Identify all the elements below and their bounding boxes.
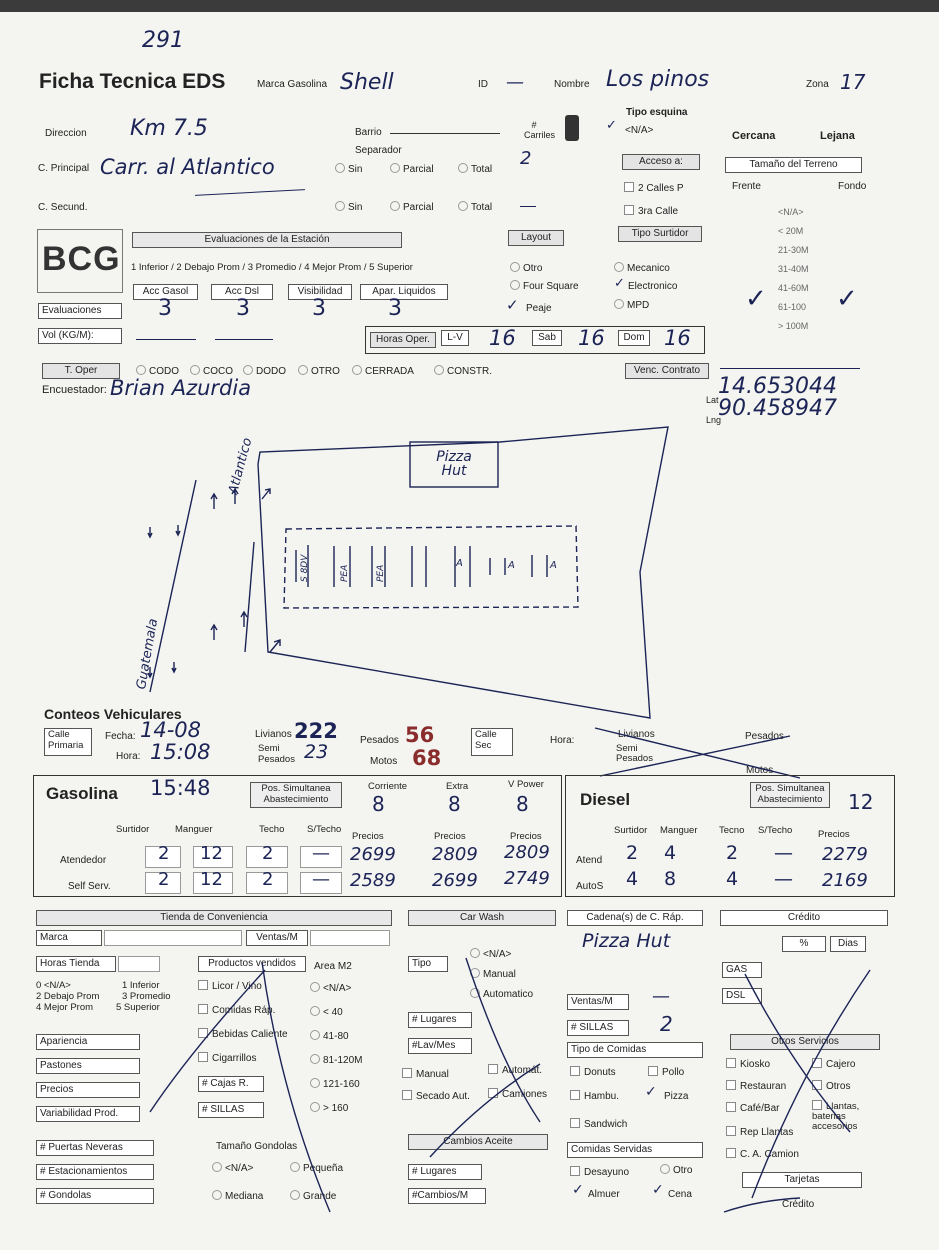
carriles-label: # Carriles	[524, 120, 556, 140]
diesel-autos-stecho: —	[774, 868, 793, 890]
diesel-col-manguer: Manguer	[660, 825, 698, 836]
serv-almuer[interactable]: Almuer	[588, 1189, 620, 1200]
encuestador-label: Encuestador:	[42, 384, 107, 396]
survey-form-page	[0, 12, 939, 1250]
credito-dias: Dias	[830, 936, 866, 952]
livianos-value: 222	[294, 719, 338, 743]
diesel-col-tecno: Tecno	[719, 825, 745, 836]
tienda-sillas-label: # SILLAS	[198, 1102, 264, 1118]
hambu-label: Hambu.	[584, 1091, 620, 1102]
frente-check: ✓	[745, 284, 767, 314]
tienda-marca-label: Marca	[36, 930, 102, 946]
eval-acc-gasol: 3	[158, 296, 172, 321]
terreno-opt-3[interactable]: 31-40M	[778, 264, 809, 274]
calles2-label: 2 Calles P	[638, 183, 684, 194]
gas-precios-3: Precios	[510, 831, 542, 842]
livianos2-label: Livianos	[618, 729, 655, 740]
diesel-atend-stecho: —	[774, 842, 793, 864]
livianos-label: Livianos	[255, 729, 292, 740]
camion-label: C. A. Camion	[740, 1149, 799, 1160]
credito-footer-label: Crédito	[782, 1199, 815, 1210]
form-title: Ficha Tecnica EDS	[39, 70, 226, 93]
terreno-opt-6[interactable]: > 100M	[778, 321, 809, 331]
principal-label: C. Principal	[38, 163, 90, 174]
calle-sec-label: Calle Sec	[471, 728, 513, 756]
rating-precios: Precios	[36, 1082, 140, 1098]
tienda-scale-1: 1 Inferior	[122, 980, 160, 991]
lv-label: L-V	[441, 330, 469, 346]
tienda-ventas-label: Ventas/M	[246, 930, 308, 946]
extra-value: 8	[448, 792, 461, 816]
area-opt-label: 81-120M	[323, 1055, 363, 1066]
gas-atend-price-2: 2809	[432, 844, 478, 865]
gondolas-label: # Gondolas	[36, 1188, 154, 1204]
tam-opt-label: Grande	[303, 1191, 337, 1202]
area-label: Area M2	[314, 961, 352, 972]
sketch-pizza-hut: Pizza Hut	[436, 449, 472, 479]
cadenas-section: Cadena(s) de C. Ráp.	[567, 910, 703, 926]
total-label: Total	[471, 202, 493, 213]
carwash-section: Car Wash	[408, 910, 556, 926]
terreno-opt-2[interactable]: 21-30M	[778, 245, 809, 255]
eval-visibilidad: 3	[312, 296, 326, 321]
cadenas-value: Pizza Hut	[582, 930, 671, 952]
cigarrillos-label: Cigarrillos	[212, 1053, 257, 1064]
donuts-label: Donuts	[584, 1067, 616, 1078]
cadenas-ventas-label: Ventas/M	[567, 994, 629, 1010]
direccion-value: Km 7.5	[130, 116, 208, 141]
carwash-lav-label: #Lav/Mes	[408, 1038, 472, 1054]
bebidas-label: Bebidas Caliente	[212, 1029, 288, 1040]
secado-label: Secado Aut.	[416, 1091, 470, 1102]
sandwich-label: Sandwich	[584, 1119, 628, 1130]
vpower-label: V Power	[508, 779, 544, 790]
lng-label: Lng	[706, 415, 722, 425]
terreno-title: Tamaño del Terreno	[725, 157, 862, 173]
cadenas-sillas-value: 2	[660, 1012, 673, 1036]
gas-atend-surtidor-value: 2	[158, 843, 170, 864]
gas-self-price-2: 2699	[432, 870, 478, 891]
serv-cena[interactable]: Cena	[668, 1189, 692, 1200]
comidas-servidas-label: Comidas Servidas	[567, 1142, 703, 1158]
venc-contrato-button[interactable]: Venc. Contrato	[625, 363, 709, 379]
rating-variabilidad: Variabilidad Prod.	[36, 1106, 140, 1122]
credito-pct: %	[782, 936, 826, 952]
carwash-opt-label: Manual	[483, 969, 516, 980]
gas-self-price-3: 2749	[504, 868, 550, 889]
evaluaciones-scale: 1 Inferior / 2 Debajo Prom / 3 Promedio / 4 Mejor Prom / 5 Superior	[131, 262, 413, 273]
motos-value: 68	[412, 746, 442, 770]
sab-value: 16	[578, 326, 605, 350]
hora-label: Hora:	[116, 751, 141, 762]
gas-self-price-1: 2589	[350, 870, 396, 891]
otro-label: Otro	[523, 263, 543, 274]
codo-label: CODO	[149, 366, 179, 377]
conteos-title: Conteos Vehiculares	[44, 706, 182, 722]
id-value: —	[506, 72, 524, 93]
gas-self-surtidor-value: 2	[158, 869, 170, 890]
tam-opt-label: Pequeña	[303, 1163, 344, 1174]
eval-acc-dsl: 3	[236, 296, 250, 321]
sketch-guatemala: Guatemala	[134, 617, 162, 691]
dom-value: 16	[664, 326, 691, 350]
parcial-label: Parcial	[403, 164, 434, 175]
four-square-label: Four Square	[523, 281, 579, 292]
terreno-opt-5[interactable]: 61-100	[778, 302, 807, 312]
tipo-surtidor-button[interactable]: Tipo Surtidor	[618, 226, 702, 242]
acceso-button[interactable]: Acceso a:	[622, 154, 700, 170]
sin-label: Sin	[348, 202, 363, 213]
vol-label: Vol (KG/M):	[38, 328, 122, 344]
id-label: ID	[478, 79, 488, 90]
sketch-pump-3: PEA	[376, 564, 386, 582]
semi-value: 23	[304, 741, 329, 763]
vpower-value: 8	[516, 792, 529, 816]
tarjetas-label: Tarjetas	[742, 1172, 862, 1188]
constr-label: CONSTR.	[447, 366, 492, 377]
area-opt-label: <N/A>	[323, 983, 352, 994]
tienda-section: Tienda de Conveniencia	[36, 910, 392, 926]
tienda-scale-4: 4 Mejor Prom	[36, 1002, 94, 1013]
bcg-logo-text: BCG	[42, 240, 121, 278]
tam-opt-label: Mediana	[225, 1191, 264, 1202]
cafe-label: Café/Bar	[740, 1103, 780, 1114]
horas-tienda-label: Horas Tienda	[36, 956, 116, 972]
sketch-pump-4: A	[456, 558, 463, 569]
otro-oper-label: OTRO	[311, 366, 340, 377]
cena-check: ✓	[652, 1182, 664, 1198]
semi-label: Semi Pesados	[258, 743, 295, 765]
comida-pizza[interactable]: Pizza	[664, 1091, 689, 1102]
gas-precios-1: Precios	[352, 831, 384, 842]
acc-gasol-header: Acc Gasol	[133, 284, 198, 300]
gas-atend-price-1: 2699	[350, 844, 396, 865]
pesados2-label: Pesados	[745, 731, 784, 742]
fecha-label: Fecha:	[105, 731, 136, 742]
frente-label: Frente	[732, 181, 761, 192]
nombre-value: Los pinos	[606, 67, 710, 92]
calle3-label: 3ra Calle	[638, 206, 679, 217]
cajero-label: Cajero	[826, 1059, 856, 1070]
semi2-label: Semi Pesados	[616, 743, 653, 764]
diesel-autos-precio: 2169	[822, 870, 868, 891]
area-opt-label: > 160	[323, 1103, 349, 1114]
barrio-label: Barrio	[355, 127, 382, 138]
electronico-check: ✓	[614, 276, 625, 291]
horas-oper-label: Horas Oper.	[370, 332, 436, 348]
llantas-label: Llantas, baterias accesorios	[812, 1101, 860, 1132]
carwash-opt-label: Automatico	[483, 989, 534, 1000]
credito-gas: GAS	[722, 962, 762, 978]
desayuno-label: Desayuno	[584, 1167, 630, 1178]
diesel-pos-value: 12	[848, 790, 874, 814]
diesel-row-atend: Atend	[576, 855, 603, 866]
fecha-value: 14-08	[140, 718, 202, 742]
tienda-scale-3: 3 Promedio	[122, 991, 171, 1002]
restauran-label: Restauran	[740, 1081, 787, 1092]
pesados-label: Pesados	[360, 735, 399, 746]
cadenas-ventas-value: —	[652, 986, 670, 1007]
diesel-autos-surtidor: 4	[626, 868, 639, 890]
cambios-aceite-section: Cambios Aceite	[408, 1134, 548, 1150]
sketch-pump-5: A	[508, 560, 515, 571]
nombre-label: Nombre	[554, 79, 590, 90]
sin-label: Sin	[348, 164, 363, 175]
terreno-opt-4[interactable]: 41-60M	[778, 283, 809, 293]
lat-label: Lat	[706, 395, 719, 405]
pesados-value: 56	[405, 723, 435, 747]
lng-value: 90.458947	[718, 396, 837, 421]
electronico-option[interactable]: Electronico	[628, 281, 678, 292]
gas-precios-2: Precios	[434, 831, 466, 842]
t-oper-button[interactable]: T. Oper	[42, 363, 120, 379]
cercana-label: Cercana	[732, 130, 776, 142]
gasolina-title: Gasolina	[46, 784, 118, 803]
gas-col-stecho: S/Techo	[307, 824, 342, 835]
automat-label: Automát.	[502, 1065, 543, 1076]
evaluaciones-section: Evaluaciones de la Estación	[132, 232, 402, 248]
licor-label: Licor / Vino	[212, 981, 262, 992]
hora-value: 15:08	[150, 740, 211, 764]
diesel-atend-precio: 2279	[822, 844, 868, 865]
credito-dsl: DSL	[722, 988, 762, 1004]
tam-opt-label: <N/A>	[225, 1163, 254, 1174]
tienda-scale-2: 2 Debajo Prom	[36, 991, 100, 1002]
cajas-label: # Cajas R.	[198, 1076, 264, 1092]
mpd-label: MPD	[627, 300, 650, 311]
diesel-atend-manguer: 4	[664, 842, 677, 864]
diesel-autos-tecno: 4	[726, 868, 739, 890]
diesel-col-precios: Precios	[818, 829, 850, 840]
area-opt-label: < 40	[323, 1007, 343, 1018]
hora2-label: Hora:	[550, 735, 575, 746]
otro-serv-label: Otro	[673, 1165, 693, 1176]
cerrada-label: CERRADA	[365, 366, 414, 377]
corriente-label: Corriente	[368, 781, 408, 792]
total-label: Total	[471, 164, 493, 175]
credito-section: Crédito	[720, 910, 888, 926]
area-opt-label: 41-80	[323, 1031, 349, 1042]
esquina-check: ✓	[606, 118, 617, 133]
motos-label: Motos	[370, 756, 398, 767]
corriente-value: 8	[372, 792, 385, 816]
mecanico-label: Mecanico	[627, 263, 670, 274]
motos2-label: Motos	[746, 765, 774, 776]
carwash-lugares-label: # Lugares	[408, 1012, 472, 1028]
manual-label: Manual	[416, 1069, 449, 1080]
productos-label: Productos vendidos	[198, 956, 306, 972]
gas-col-surtidor: Surtidor	[116, 824, 150, 835]
coco-label: COCO	[203, 366, 233, 377]
sketch-pump-6: A	[550, 560, 557, 571]
zona-value: 17	[840, 70, 866, 94]
fondo-check: ✓	[836, 284, 858, 314]
peaje-option[interactable]: Peaje	[526, 303, 552, 314]
cadenas-sillas-label: # SILLAS	[567, 1020, 629, 1036]
acc-dsl-header: Acc Dsl	[211, 284, 273, 300]
diesel-atend-tecno: 2	[726, 842, 739, 864]
parcial-label: Parcial	[403, 202, 434, 213]
sketch-atlantico: Atlantico	[226, 436, 256, 496]
sketch-pump-2: PEA	[340, 564, 350, 582]
camiones-label: Camiones	[502, 1089, 548, 1100]
lejana-label: Lejana	[820, 130, 855, 142]
diesel-atend-surtidor: 2	[626, 842, 639, 864]
rep-llantas-label: Rep Llantas	[740, 1127, 794, 1138]
encuestador-value: Brian Azurdia	[110, 376, 252, 400]
extra-label: Extra	[446, 781, 469, 792]
gas-atend-stecho-value: —	[312, 843, 330, 864]
kiosko-label: Kiosko	[740, 1059, 771, 1070]
marca-value: Shell	[340, 70, 394, 95]
terreno-opt-0[interactable]: <N/A>	[778, 207, 804, 217]
esquina-title: Tipo esquina	[626, 107, 688, 118]
gas-col-techo: Techo	[259, 824, 285, 835]
layout-button[interactable]: Layout	[508, 230, 564, 246]
gasolina-time: 15:48	[150, 776, 211, 800]
terreno-opt-1[interactable]: < 20M	[778, 226, 804, 236]
dom-label: Dom	[618, 330, 650, 346]
sketch-pump-1: S 8DV	[300, 554, 310, 582]
secund-label: C. Secund.	[38, 202, 88, 213]
diesel-pos-sim: Pos. Simultanea Abastecimiento	[750, 782, 830, 808]
gas-self-manguer-value: 12	[200, 869, 223, 890]
esquina-value: <N/A>	[625, 125, 654, 136]
marca-label: Marca Gasolina	[257, 79, 328, 90]
eval-apar-liquidos: 3	[388, 296, 402, 321]
gas-self-stecho-value: —	[312, 869, 330, 890]
tipo-comidas-label: Tipo de Comidas	[567, 1042, 703, 1058]
diesel-row-autos: AutoS	[576, 881, 604, 892]
crossout-marks	[0, 12, 939, 1250]
rating-apariencia: Apariencia	[36, 1034, 140, 1050]
carwash-tipo-label: Tipo	[408, 956, 448, 972]
almuerzo-check: ✓	[572, 1182, 584, 1198]
area-opt-label: 121-160	[323, 1079, 360, 1090]
gas-row-self: Self Serv.	[68, 881, 111, 892]
apar-liquidos-header: Apar. Liquidos	[360, 284, 448, 300]
gasolina-pos-sim: Pos. Simultanea Abastecimiento	[250, 782, 342, 808]
tienda-scale-0: 0 <N/A>	[36, 980, 71, 991]
gas-atend-manguer-value: 12	[200, 843, 223, 864]
pizza-check: ✓	[645, 1084, 657, 1100]
pollo-label: Pollo	[662, 1067, 685, 1078]
gas-col-manguer: Manguer	[175, 824, 213, 835]
lat-value: 14.653044	[718, 374, 837, 399]
puertas-label: # Puertas Neveras	[36, 1140, 154, 1156]
gas-atend-price-3: 2809	[504, 842, 550, 863]
visibilidad-header: Visibilidad	[288, 284, 352, 300]
estacionamientos-label: # Estacionamientos	[36, 1164, 154, 1180]
calle-primaria-label: Calle Primaria	[44, 728, 92, 756]
carwash-opt-label: <N/A>	[483, 949, 512, 960]
diesel-autos-manguer: 8	[664, 868, 677, 890]
comidas-label: Comidas Ráp.	[212, 1005, 276, 1016]
cambios-lugares-label: # Lugares	[408, 1164, 482, 1180]
carriles-value: 2	[520, 148, 532, 169]
principal-value: Carr. al Atlantico	[100, 155, 275, 179]
gas-atend-techo-value: 2	[262, 843, 274, 864]
gas-row-atendedor: Atendedor	[60, 855, 107, 866]
direccion-label: Direccion	[45, 128, 87, 139]
tamano-gondolas-label: Tamaño Gondolas	[216, 1141, 298, 1152]
separador-label: Separador	[355, 145, 402, 156]
diesel-col-surtidor: Surtidor	[614, 825, 648, 836]
dodo-label: DODO	[256, 366, 286, 377]
rating-pastones: Pastones	[36, 1058, 140, 1074]
zona-label: Zona	[806, 79, 829, 90]
sab-label: Sab	[532, 330, 562, 346]
evaluaciones-row-label: Evaluaciones	[38, 303, 122, 319]
lv-value: 16	[489, 326, 516, 350]
gas-self-techo-value: 2	[262, 869, 274, 890]
cambios-m-label: #Cambios/M	[408, 1188, 486, 1204]
otros-servicios-section: Otros Servicios	[730, 1034, 880, 1050]
diesel-col-stecho: S/Techo	[758, 825, 793, 836]
fondo-label: Fondo	[838, 181, 867, 192]
tienda-scale-5: 5 Superior	[116, 1002, 160, 1013]
diesel-title: Diesel	[580, 790, 631, 809]
otros-label: Otros	[826, 1081, 851, 1092]
page-number: 291	[142, 28, 184, 53]
peaje-check: ✓	[506, 296, 519, 314]
